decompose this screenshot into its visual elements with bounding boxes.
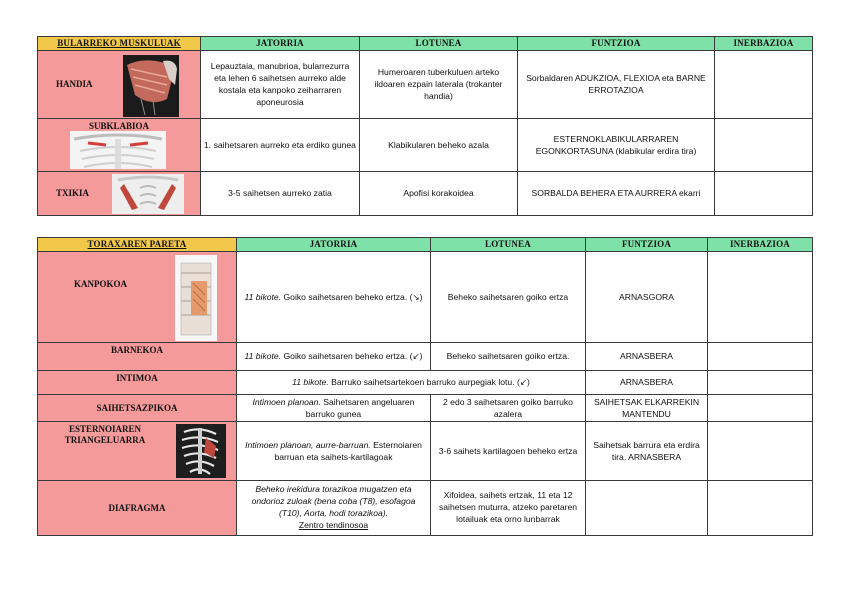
jatorria-text: Saihetsaren angeluaren barruko gunea [305,396,415,419]
muscle-name-cell [38,50,201,118]
inerbazioa-cell [708,481,813,536]
table-row [38,118,813,171]
inerbazioa-cell [715,171,813,215]
table-row [38,370,813,394]
col-header-jatorria: JATORRIA [201,37,360,51]
jatorria-italic: 11 bikote. [244,291,282,302]
muscle-name: BARNEKOA [110,344,163,355]
muscle-name: SAIHETSAZPIKOA [96,402,178,413]
table-row [38,394,813,421]
thorax-wall-table [37,237,813,536]
funtzioa-cell: SAIHETSAK ELKARREKIN MANTENDU [586,394,708,421]
table-title: TORAXAREN PARETA [38,238,237,252]
jatorria-cell [237,481,431,536]
col-header-jatorria: JATORRIA [237,238,431,252]
funtzioa-cell: Saihetsak barrura eta erdira tira. ARNASBERA [586,422,708,481]
muscle-name: DIAFRAGMA [108,502,166,513]
col-header-lotunea: LOTUNEA [431,238,586,252]
muscle-name-cell [38,251,237,342]
subclavius-illustration [70,131,166,169]
col-header-inerbazioa: INERBAZIOA [708,238,813,252]
inerbazioa-cell [708,251,813,342]
table-row [38,50,813,118]
lotunea-cell: Apofisi korakoidea [360,171,518,215]
table-header-row [38,238,813,252]
jatorria-italic: Intimoen planoan, aurre-barruan. [245,439,371,450]
inerbazioa-cell [715,118,813,171]
muscle-name: KANPOKOA [74,279,127,290]
jatorria-cell: Lepauztaia, manubrioa, bularrezurra eta lehen 6 saihetsen aurreko alde kostala eta kanpoko zeiharraren aponeurosia [201,50,360,118]
lotunea-cell: 2 edo 3 saihetsaren goiko barruko azalera [431,394,586,421]
muscle-name: ESTERNOIAREN TRIANGELUARRA [64,424,146,446]
jatorria-italic: 11 bikote. [244,351,282,362]
pectoralis-minor-illustration [112,174,184,214]
jatorria-cell [237,422,431,481]
funtzioa-cell: ARNASBERA [586,342,708,370]
jatorria-italic: 11 bikote. [292,377,329,388]
inerbazioa-cell [708,370,813,394]
muscle-name-cell [38,422,237,481]
funtzioa-cell: ARNASBERA [586,370,708,394]
muscle-name-cell [38,481,237,536]
jatorria-cell: 3-5 saihetsen aurreko zatia [201,171,360,215]
inerbazioa-cell [715,50,813,118]
lotunea-cell: Xifoidea, saihets ertzak, 11 eta 12 saihetsen muturra, atzeko paretaren lotailuak eta orno lunbarrak [431,481,586,536]
chest-muscles-table [37,36,813,216]
lotunea-cell: Klabikularen beheko azala [360,118,518,171]
jatorria-underline: Zentro tendinosoa [298,520,369,531]
funtzioa-cell: ESTERNOKLABIKULARRAREN EGONKORTASUNA (klabikular erdira tira) [518,118,715,171]
rib-cage-illustration [176,424,226,478]
funtzioa-cell: ARNASGORA [586,251,708,342]
muscle-name: SUBKLABIOA [88,120,150,131]
pectoralis-major-illustration [123,55,179,117]
jatorria-italic: Intimoen planoan. [252,396,321,407]
col-header-inerbazioa: INERBAZIOA [715,37,813,51]
inerbazioa-cell [708,394,813,421]
lotunea-cell: Humeroaren tuberkuluen arteko ildoaren ezpain laterala (trokanter handia) [360,50,518,118]
muscle-name: HANDIA [56,78,93,89]
table-title: BULARREKO MUSKULUAK [38,37,201,51]
funtzioa-cell: Sorbaldaren ADUKZIOA, FLEXIOA eta BARNE ERROTAZIOA [518,50,715,118]
lotunea-cell: Beheko saihetsaren goiko ertza [431,251,586,342]
lotunea-cell: Beheko saihetsaren goiko ertza. [431,342,586,370]
table-row [38,481,813,536]
inerbazioa-cell [708,342,813,370]
table-row [38,422,813,481]
jatorria-cell [237,394,431,421]
jatorria-italic: Beheko irekidura torazikoa mugatzen eta ondorioz zuloak (bena coba (T8), esofagoa (T10), Aorta, hodi torazikoa). [251,484,416,519]
table-header-row [38,37,813,51]
muscle-name-cell [38,171,201,215]
col-header-funtzioa: FUNTZIOA [586,238,708,252]
col-header-lotunea: LOTUNEA [360,37,518,51]
table-row [38,171,813,215]
muscle-name: TXIKIA [56,187,90,198]
jatorria-cell: 1. saihetsaren aurreko eta erdiko gunea [201,118,360,171]
table-row [38,251,813,342]
external-intercostal-illustration [175,255,217,341]
muscle-name-cell [38,394,237,421]
funtzioa-cell: SORBALDA BEHERA ETA AURRERA ekarri [518,171,715,215]
jatorria-text: Goiko saihetsaren beheko ertza. (↘) [281,291,423,302]
muscle-name-cell [38,370,237,394]
muscle-name-cell [38,342,237,370]
jatorria-text: Esternoiaren barruan eta saihets-kartilagoak [274,439,422,463]
col-header-funtzioa: FUNTZIOA [518,37,715,51]
lotunea-cell: 3-6 saihets kartilagoen beheko ertza [431,422,586,481]
jatorria-text: Barruko saihetsartekoen barruko aurpegiak lotu. (↙) [328,377,530,388]
muscle-name: INTIMOA [116,372,158,383]
jatorria-text: Goiko saihetsaren beheko ertza. (↙) [281,351,423,362]
funtzioa-cell [586,481,708,536]
jatorria-cell [237,251,431,342]
muscle-name-cell [38,118,201,171]
table-row [38,342,813,370]
jatorria-lotunea-merged-cell [237,370,586,394]
jatorria-cell [237,342,431,370]
inerbazioa-cell [708,422,813,481]
